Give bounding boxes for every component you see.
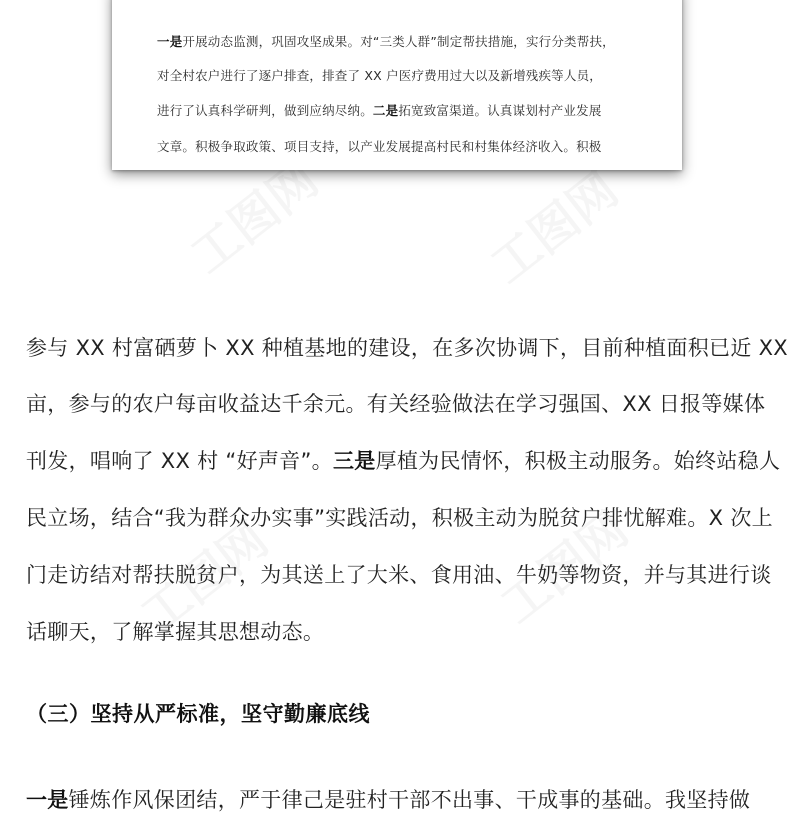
body-line-5: 门走访结对帮扶脱贫户，为其送上了大米、食用油、牛奶等物资，并与其进行谈 <box>26 563 772 587</box>
text: 刊发，唱响了 XX 村 “好声音”。 <box>26 449 333 473</box>
card-line-3 <box>157 101 602 119</box>
text: 拓宽致富渠道。认真谋划村产业发展 <box>398 103 602 118</box>
body-line-2: 亩，参与的农户每亩收益达千余元。有关经验做法在学习强国、XX 日报等媒体 <box>26 392 766 416</box>
body-line-partial <box>26 784 750 814</box>
emphasis: 三是 <box>332 449 376 473</box>
emphasis: 二是 <box>372 103 399 118</box>
card-line-1 <box>157 32 615 50</box>
watermark <box>474 153 630 296</box>
text: 厚植为民情怀，积极主动服务。始终站稳人 <box>375 449 781 473</box>
text: 进行了认真科学研判，做到应纳尽纳。 <box>157 103 373 118</box>
emphasis: 一是 <box>26 788 69 812</box>
body-line-3 <box>26 445 780 475</box>
emphasis: 一是 <box>157 34 183 49</box>
text: 开展动态监测，巩固攻坚成果。对“三类人群”制定帮扶措施，实行分类帮扶， <box>182 34 615 49</box>
body-line-1: 参与 XX 村富硒萝卜 XX 种植基地的建设，在多次协调下，目前种植面积已近 XX <box>26 336 788 360</box>
card-line-4: 文章。积极争取政策、项目支持，以产业发展提高村民和村集体经济收入。积极 <box>157 139 602 154</box>
text: 锤炼作风保团结，严于律己是驻村干部不出事、干成事的基础。我坚持做 <box>68 788 751 812</box>
section-heading: （三）坚持从严标准，坚守勤廉底线 <box>26 702 370 726</box>
card-line-2: 对全村农户进行了逐户排查，排查了 XX 户医疗费用过大以及新增残疾等人员， <box>157 68 602 83</box>
body-line-4: 民立场，结合“我为群众办实事”实践活动，积极主动为脱贫户排忧解难。X 次上 <box>26 506 773 530</box>
body-line-6: 话聊天，了解掌握其思想动态。 <box>26 620 325 644</box>
